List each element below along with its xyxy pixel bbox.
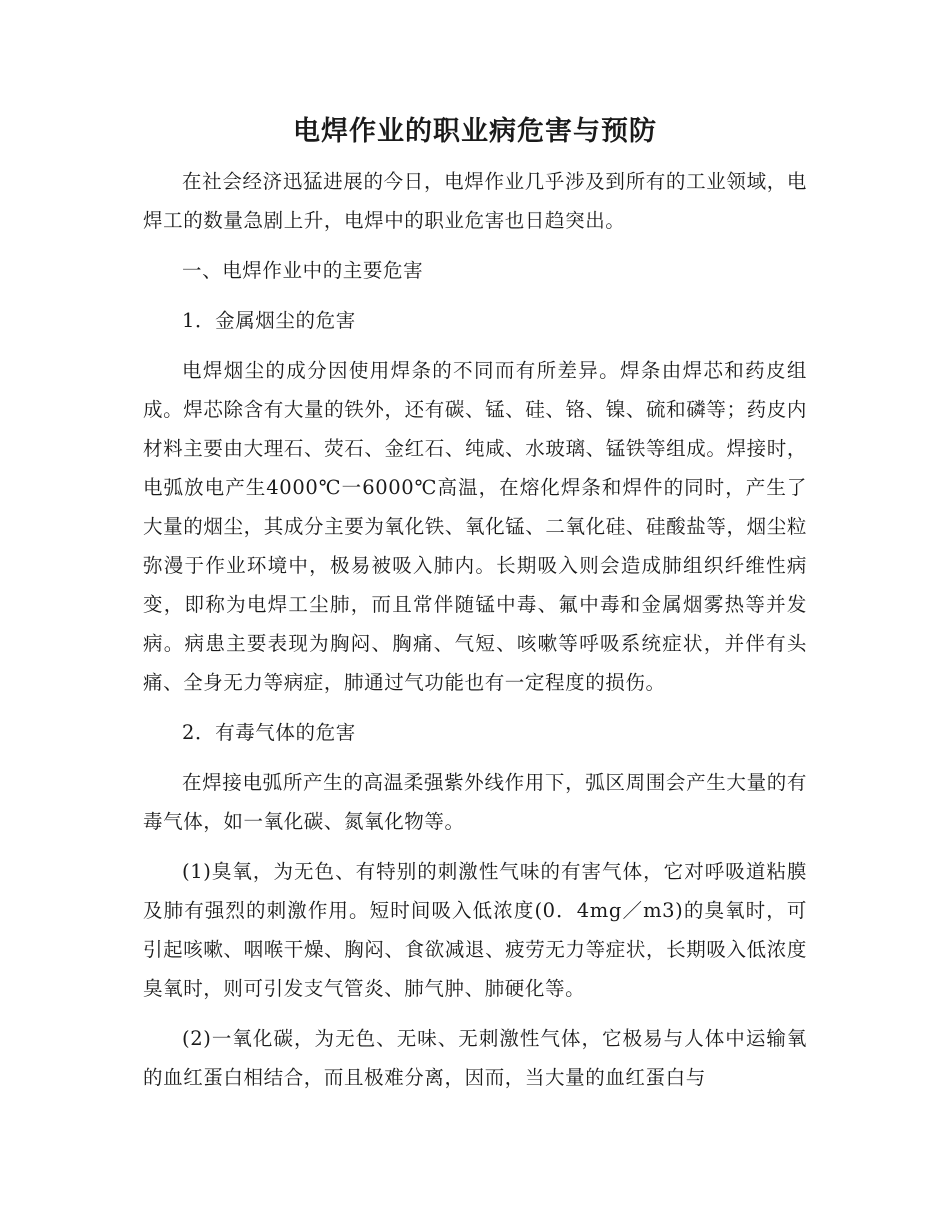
subsection-heading-metal-fumes: 1．金属烟尘的危害 [182,309,356,332]
metal-fumes-paragraph: 电焊烟尘的成分因使用焊条的不同而有所差异。焊条由焊芯和药皮组成。焊芯除含有大量的铁外，还有碳、锰、硅、铬、镍、硫和磷等；药皮内材料主要由大理石、荧石、金红石、纯咸、水玻璃、锰铁等组成。焊接时，电弧放电产生4000℃一6000℃高温，在熔化焊条和焊件的同时，产生了大量的烟尘，其成分主要为氧化铁、氧化锰、二氧化硅、硅酸盐等，烟尘粒弥漫于作业环境中，极易被吸入肺内。长期吸入则会造成肺组织纤维性病变，即称为电焊工尘肺，而且常伴随锰中毒、氟中毒和金属烟雾热等并发病。病患主要表现为胸闷、胸痛、气短、咳嗽等呼吸系统症状，并伴有头痛、全身无力等病症，肺通过气功能也有一定程度的损伤。 [143,359,807,694]
section-heading-main-hazards: 一、电焊作业中的主要危害 [182,259,424,282]
document-title: 电焊作业的职业病危害与预防 [293,116,657,147]
document-body [143,162,807,1097]
intro-paragraph: 在社会经济迅猛进展的今日，电焊作业几乎涉及到所有的工业领域，电焊工的数量急剧上升，电焊中的职业危害也日趋突出。 [143,170,807,232]
toxic-gases-paragraph: 在焊接电弧所产生的高温柔强紫外线作用下，弧区周围会产生大量的有毒气体，如一氧化碳、氮氧化物等。 [143,771,807,833]
subsection-heading-toxic-gases: 2．有毒气体的危害 [182,721,356,744]
carbon-monoxide-paragraph: (2)一氧化碳，为无色、无味、无刺激性气体，它极易与人体中运输氧的血红蛋白相结合，而且极难分离，因而，当大量的血红蛋白与 [143,1027,807,1089]
ozone-paragraph: (1)臭氧，为无色、有特别的刺激性气味的有害气体，它对呼吸道粘膜及肺有强烈的刺激作用。短时间吸入低浓度(0．4mg／m3)的臭氧时，可引起咳嗽、咽喉干燥、胸闷、食欲减退、疲劳无力等症状，长期吸入低浓度臭氧时，则可引发支气管炎、肺气肿、肺硬化等。 [143,860,807,1000]
